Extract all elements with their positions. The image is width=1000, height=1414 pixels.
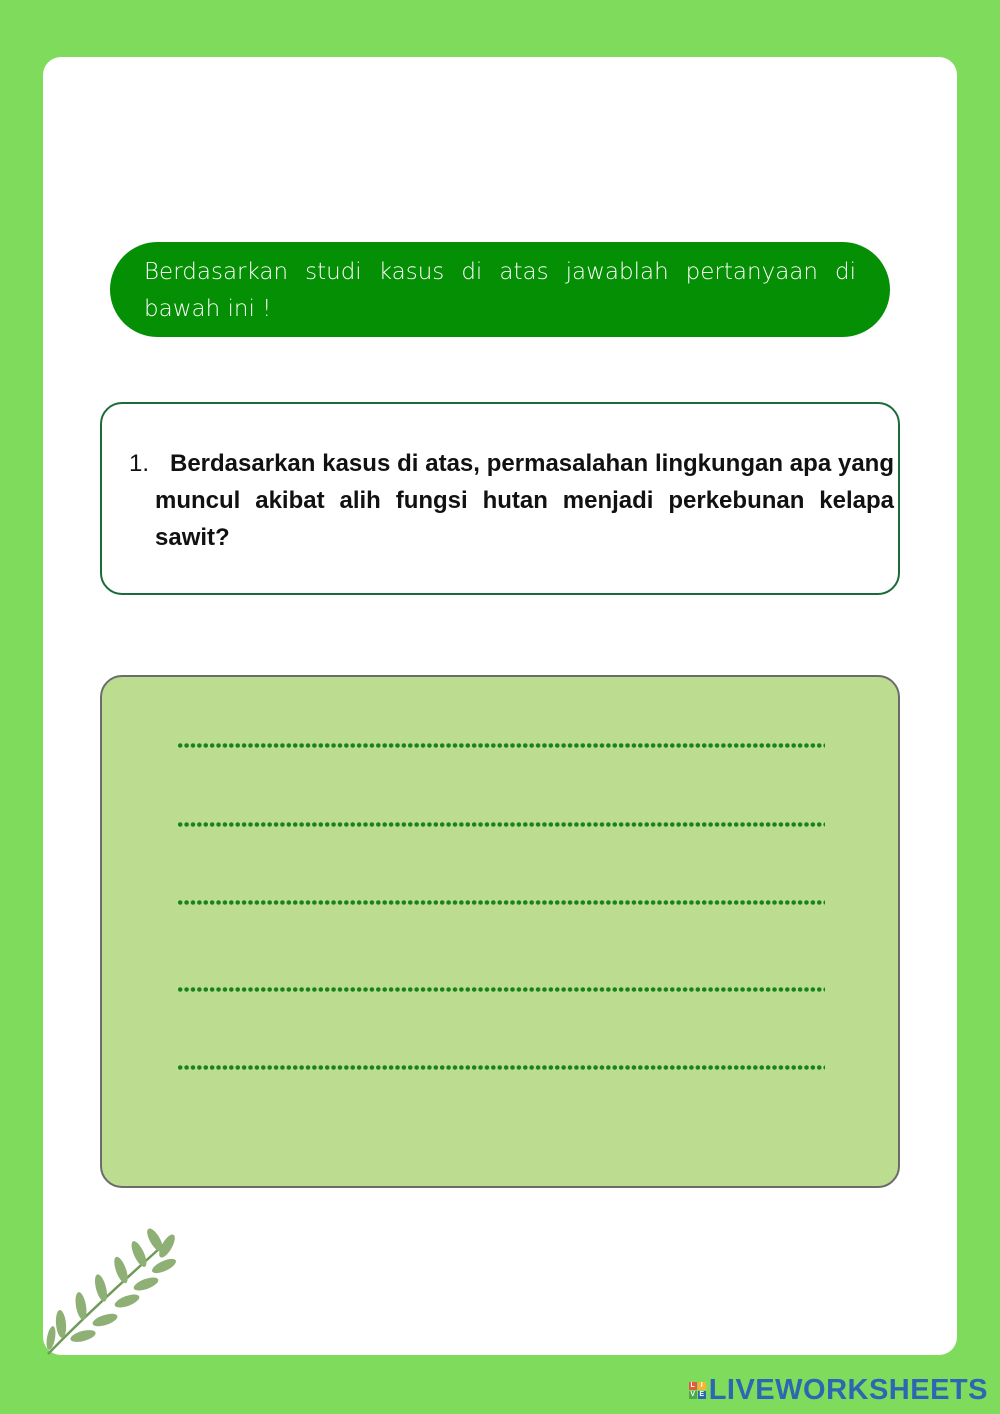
leaf-sprig-icon [43, 1228, 183, 1356]
question-number: 1. [129, 450, 150, 477]
logo-letter: V [690, 1391, 696, 1398]
liveworksheets-brand [689, 1374, 988, 1407]
answer-box[interactable] [100, 675, 900, 1188]
logo-letter: E [699, 1391, 705, 1398]
question-text: Berdasarkan kasus di atas, permasalahan lingkungan apa yang muncul akibat alih fungsi hutan menjadi perkebunan kelapa sawit? [155, 450, 894, 551]
liveworksheets-logo-icon [689, 1382, 706, 1399]
question-box [100, 402, 900, 595]
answer-line-5[interactable] [177, 1065, 825, 1070]
answer-line-4[interactable] [177, 987, 825, 992]
logo-letter: I [698, 1382, 706, 1390]
logo-letter: L [690, 1382, 695, 1389]
question [129, 445, 894, 556]
instruction-banner [110, 242, 890, 337]
answer-line-3[interactable] [177, 900, 825, 905]
answer-line-2[interactable] [177, 822, 825, 827]
instruction-text: Berdasarkan studi kasus di atas jawablah pertanyaan di bawah ini ! [144, 259, 856, 322]
answer-line-1[interactable] [177, 743, 825, 748]
brand-name: LIVEWORKSHEETS [708, 1374, 988, 1406]
